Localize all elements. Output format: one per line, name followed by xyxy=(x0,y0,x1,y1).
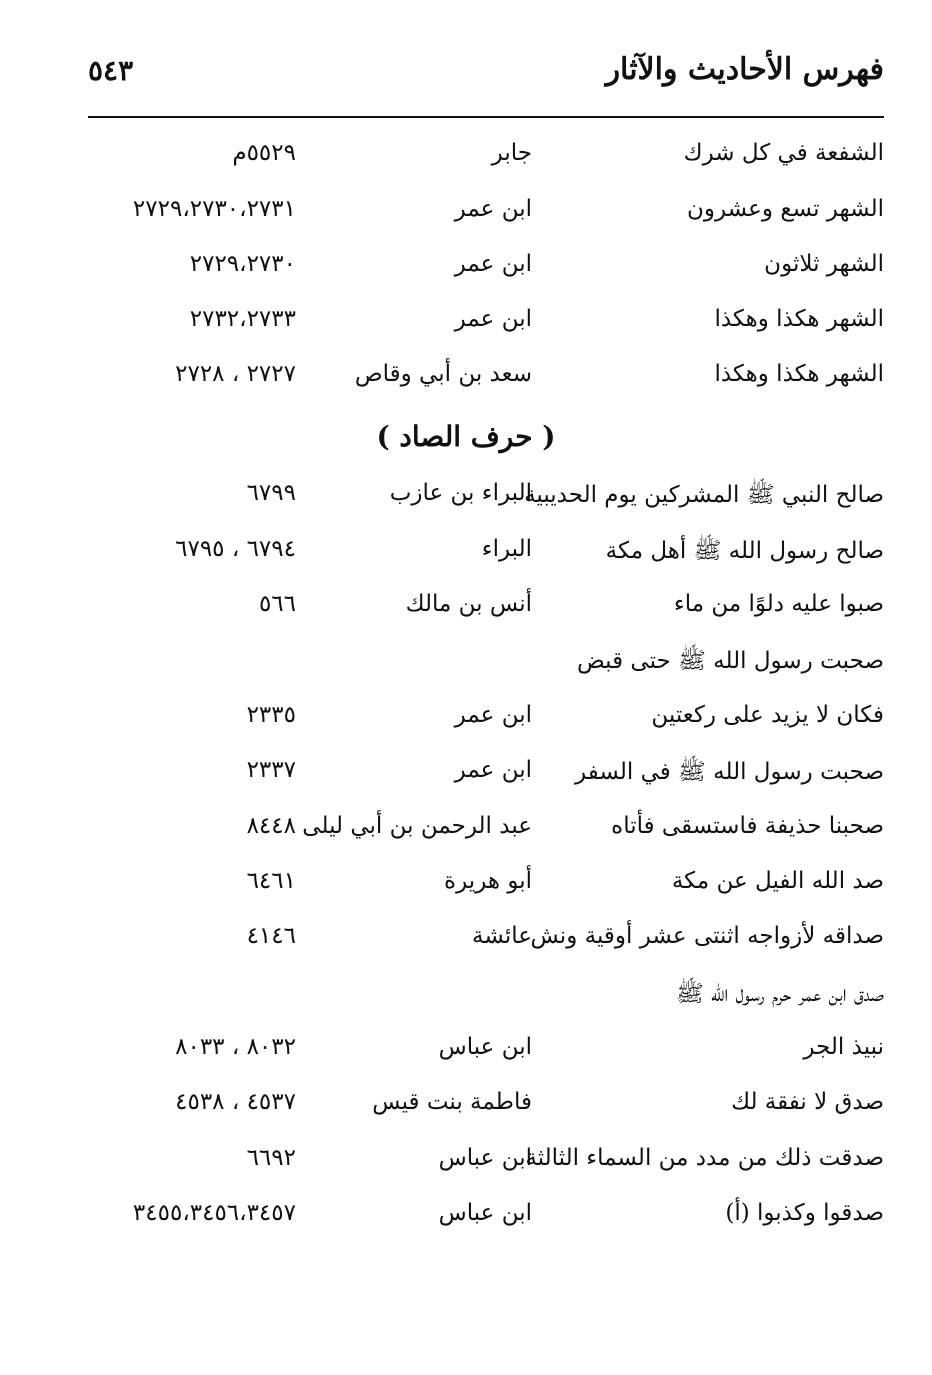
index-row xyxy=(0,646,932,686)
narrator: ابن عمر xyxy=(454,196,532,222)
narrator: البراء xyxy=(481,536,532,562)
hadith-text: صدق ابن عمر حرم رسول الله ﷺ xyxy=(675,981,884,1007)
index-row xyxy=(0,140,932,180)
hadith-text: صدقت ذلك من مدد من السماء الثالثة xyxy=(525,1145,884,1171)
hadith-numbers: ٢٣٣٥ xyxy=(246,702,296,728)
index-row xyxy=(0,1034,932,1074)
hadith-text: الشهر ثلاثون xyxy=(764,251,884,277)
hadith-text: نبيذ الجر xyxy=(803,1034,884,1060)
hadith-numbers: ٦٤٦١ xyxy=(246,868,296,894)
hadith-numbers: ٢٧٢٩،٢٧٣٠،٢٧٣١ xyxy=(132,196,296,222)
hadith-text: فكان لا يزيد على ركعتين xyxy=(651,702,884,728)
hadith-numbers: ٤٥٣٧ ، ٤٥٣٨ xyxy=(175,1089,296,1115)
hadith-numbers: ٢٧٣٢،٢٧٣٣ xyxy=(189,306,296,332)
narrator: ابن عباس xyxy=(438,1145,532,1171)
page-title: فهرس الأحاديث والآثار xyxy=(605,52,884,87)
narrator: ابن عمر xyxy=(454,702,532,728)
hadith-text: صداقه لأزواجه اثنتى عشر أوقية ونش xyxy=(530,923,884,949)
narrator: ابن عباس xyxy=(438,1200,532,1226)
narrator: عائشة xyxy=(472,923,532,949)
index-row xyxy=(0,979,932,1019)
hadith-text: صحبنا حذيفة فاستسقى فأتاه xyxy=(611,813,884,839)
index-row xyxy=(0,1145,932,1185)
narrator: البراء بن عازب xyxy=(389,480,532,506)
narrator: ابن عمر xyxy=(454,251,532,277)
index-row xyxy=(0,196,932,236)
hadith-text: صدق لا نفقة لك xyxy=(731,1089,884,1115)
hadith-numbers: ٢٧٢٩،٢٧٣٠ xyxy=(189,251,296,277)
hadith-text: صالح رسول الله ﷺ أهل مكة xyxy=(605,538,884,564)
narrator: أبو هريرة xyxy=(444,868,532,894)
index-row xyxy=(0,1089,932,1129)
page-header xyxy=(88,52,884,102)
index-row xyxy=(0,536,932,576)
narrator: فاطمة بنت قيس xyxy=(372,1089,532,1115)
hadith-text: الشهر هكذا وهكذا xyxy=(714,306,884,332)
hadith-numbers: ٣٤٥٥،٣٤٥٦،٣٤٥٧ xyxy=(132,1200,296,1226)
hadith-numbers: ٦٦٩٢ xyxy=(246,1145,296,1171)
hadith-numbers: ٢٧٢٧ ، ٢٧٢٨ xyxy=(175,361,296,387)
index-row xyxy=(0,591,932,631)
hadith-text: صبوا عليه دلوًا من ماء xyxy=(673,591,884,617)
hadith-numbers: ٨٠٣٢ ، ٨٠٣٣ xyxy=(175,1034,296,1060)
narrator: جابر xyxy=(491,140,532,166)
index-row xyxy=(0,813,932,853)
hadith-numbers: ٥٥٢٩م xyxy=(232,140,296,166)
hadith-text: صدقوا وكذبوا (أ) xyxy=(725,1200,884,1226)
index-row xyxy=(0,702,932,742)
narrator: عبد الرحمن بن أبي ليلى xyxy=(302,813,532,839)
hadith-numbers: ٨٤٤٨ xyxy=(246,813,296,839)
narrator: أنس بن مالك xyxy=(405,591,532,617)
hadith-text: الشهر هكذا وهكذا xyxy=(714,361,884,387)
page-number: ٥٤٣ xyxy=(88,54,134,87)
hadith-numbers: ٤١٤٦ xyxy=(246,923,296,949)
narrator: سعد بن أبي وقاص xyxy=(354,361,532,387)
hadith-text: صحبت رسول الله ﷺ في السفر xyxy=(575,759,884,785)
index-row xyxy=(0,306,932,346)
index-row xyxy=(0,868,932,908)
index-row xyxy=(0,361,932,401)
narrator: ابن عمر xyxy=(454,757,532,783)
section-heading: ( حرف الصاد ) xyxy=(376,420,556,453)
index-row xyxy=(0,251,932,291)
hadith-numbers: ٦٧٩٤ ، ٦٧٩٥ xyxy=(175,536,296,562)
hadith-numbers: ٥٦٦ xyxy=(258,591,296,617)
hadith-text: الشفعة في كل شرك xyxy=(683,140,884,166)
hadith-text: صالح النبي ﷺ المشركين يوم الحديبية xyxy=(524,482,884,508)
hadith-text: صد الله الفيل عن مكة xyxy=(671,868,884,894)
index-row xyxy=(0,1200,932,1240)
index-row xyxy=(0,480,932,520)
hadith-text: صحبت رسول الله ﷺ حتى قبض xyxy=(577,648,884,674)
narrator: ابن عمر xyxy=(454,306,532,332)
index-row xyxy=(0,923,932,963)
narrator: ابن عباس xyxy=(438,1034,532,1060)
hadith-text: الشهر تسع وعشرون xyxy=(686,196,884,222)
hadith-numbers: ٦٧٩٩ xyxy=(246,480,296,506)
index-row xyxy=(0,757,932,797)
hadith-numbers: ٢٣٣٧ xyxy=(246,757,296,783)
header-divider xyxy=(88,116,884,118)
